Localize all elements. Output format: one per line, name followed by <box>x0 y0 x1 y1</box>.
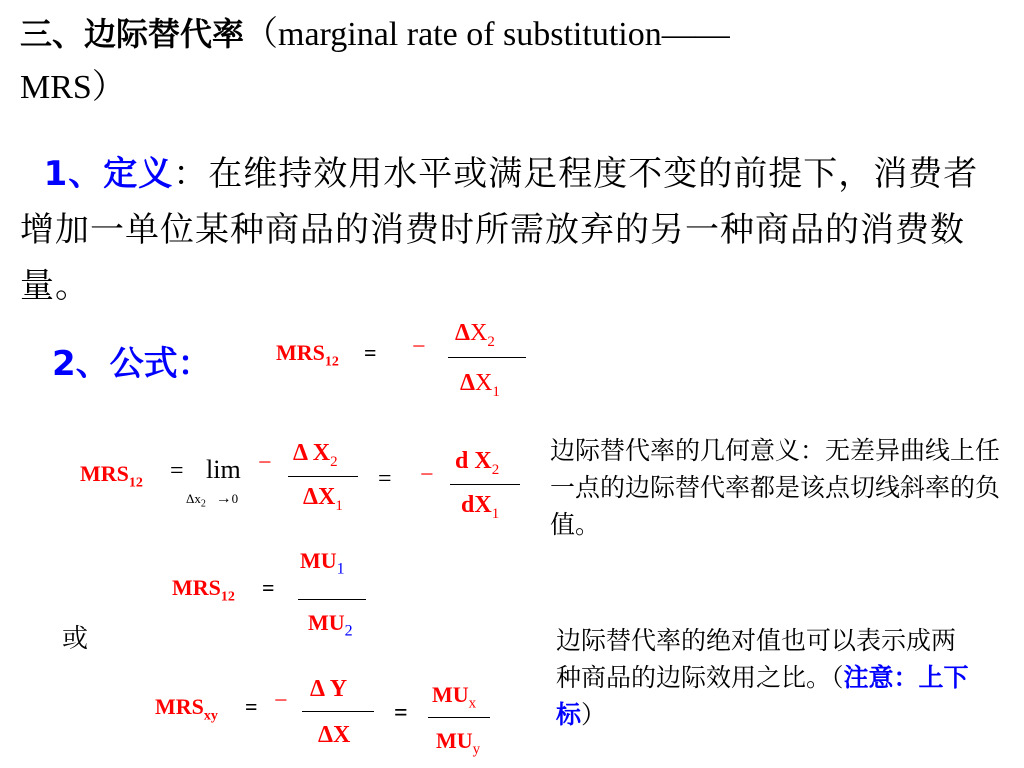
f2-fraction-bar-1 <box>288 476 358 477</box>
title-heading: 三、边际替代率 <box>20 15 245 53</box>
ratio-note-text: 边际替代率的绝对值也可以表示成两种商品的边际效用之比。（ <box>556 626 957 692</box>
f3-numerator: $MU_1$ <box>300 548 345 578</box>
f2-denominator-2: $dX_1$ <box>461 492 500 522</box>
f4-eq: = <box>245 694 258 719</box>
f1-fraction-bar <box>448 357 526 358</box>
f4-denominator: ΔX <box>318 722 351 748</box>
definition-text: 在维持效用水平或满足程度不变的前提下，消费者增加一单位某种商品的消费时所需放弃的另一种商品的消费数量。 <box>20 154 979 306</box>
f1-lhs: $MRS_{12}$ <box>276 340 339 370</box>
f1-denominator: $\Delta X_1$ <box>460 370 500 400</box>
f2-numerator-2: d $X_2$ <box>455 448 500 478</box>
title-paren-open: （ <box>244 16 279 53</box>
f2-numerator-1: Δ $X_2$ <box>293 440 338 470</box>
slide-title-line2 <box>20 66 126 110</box>
definition-label: 1、定义 <box>43 154 174 194</box>
f2-eq-2: = <box>378 466 392 492</box>
f4-fraction-bar <box>302 711 374 712</box>
f2-lhs: $MRS_{12}$ <box>80 461 143 491</box>
definition-paragraph <box>20 146 1000 314</box>
f3-denominator: $MU_2$ <box>308 610 353 640</box>
ratio-note-close: ） <box>581 700 607 729</box>
f4-lhs: $MRS_{xy}$ <box>155 694 218 724</box>
title-abbrev: MRS <box>20 69 92 106</box>
title-english: marginal rate of substitution—— <box>278 16 730 53</box>
f1-eq: = <box>364 340 377 365</box>
f1-minus: − <box>412 334 426 360</box>
formula-label: 2、公式： <box>52 344 212 384</box>
or-label: 或 <box>62 624 89 654</box>
f2-lim: lim <box>206 455 241 484</box>
f2-denominator-1: $\Delta X_1$ <box>303 484 343 514</box>
ratio-note <box>556 622 976 733</box>
f3-eq: = <box>262 575 275 600</box>
f2-eq: = <box>170 458 184 484</box>
slide-title <box>20 12 730 57</box>
ratio-note-attention: 注意：上下标 <box>556 663 969 729</box>
f2-lim-subscript: $\Delta x_2$ →0 <box>186 490 239 510</box>
f2-minus-2: − <box>420 462 434 488</box>
f4-eq-2: = <box>394 700 408 726</box>
f4-minus: − <box>274 688 288 714</box>
f2-minus: − <box>258 450 272 476</box>
f4-fraction-bar-2 <box>428 717 490 718</box>
geometric-meaning-note: 边际替代率的几何意义：无差异曲线上任一点的边际替代率都是该点切线斜率的负值。 <box>550 436 1001 539</box>
f2-fraction-bar-2 <box>450 484 520 485</box>
f4-numerator-2: $MU_x$ <box>432 682 477 712</box>
title-paren-close: ） <box>91 69 126 106</box>
f3-lhs: $MRS_{12}$ <box>172 575 235 605</box>
f4-denominator-2: $MU_y$ <box>436 728 481 758</box>
f4-numerator: Δ Y <box>310 676 348 702</box>
f3-fraction-bar <box>298 599 366 600</box>
f1-numerator: $\Delta X_2$ <box>455 320 495 350</box>
definition-colon: ： <box>173 154 209 194</box>
